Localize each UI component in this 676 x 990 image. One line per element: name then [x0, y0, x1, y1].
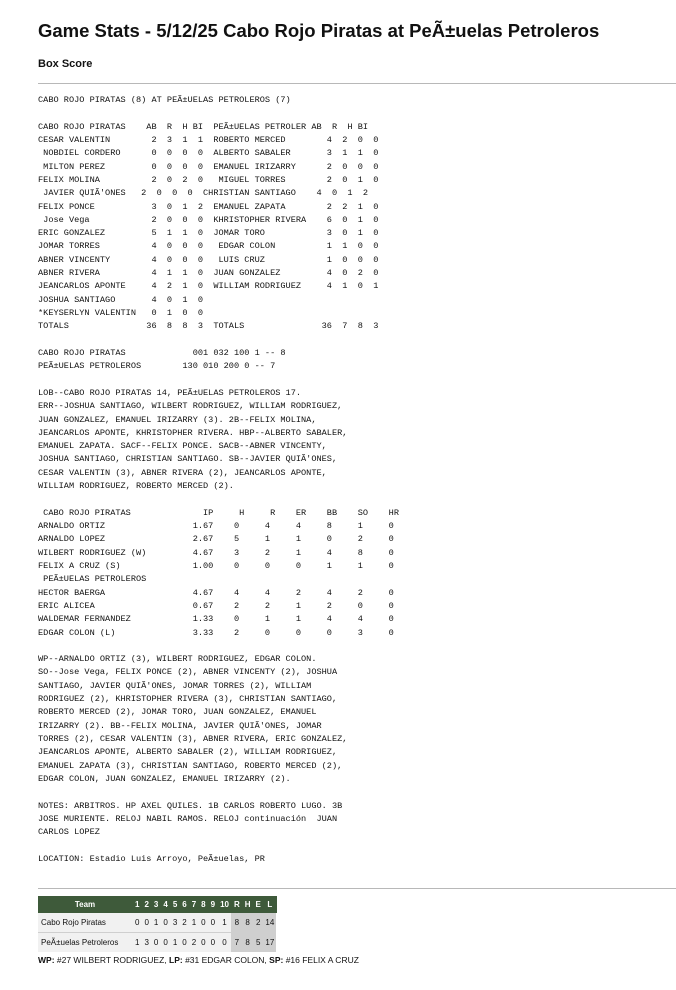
wp-label: WP:: [38, 955, 55, 965]
box-line: JUAN GONZALEZ, EMANUEL IRIZARRY (3). 2B--FELIX MOLINA,: [38, 414, 317, 425]
linescore-header-team: Team: [38, 896, 133, 913]
box-line: CABO ROJO PIRATAS AB R H BI PEÃ±UELAS PETROLER AB R H BI: [38, 121, 369, 132]
box-line: PEÃ±UELAS PETROLEROS 130 010 200 0 -- 7: [38, 361, 276, 372]
box-line: [38, 107, 399, 120]
linescore-header-cell: R: [231, 896, 242, 913]
linescore-inning-cell: 1: [151, 913, 160, 933]
linescore-body: [38, 913, 276, 952]
box-line: SO--Jose Vega, FELIX PONCE (2), ABNER VINCENTY (2), JOSHUA: [38, 667, 338, 678]
linescore-inning-cell: 1: [189, 913, 198, 933]
linescore-header-cell: 9: [208, 896, 217, 913]
linescore-total-cell: 8: [242, 933, 253, 953]
box-line: JEANCARLOS APONTE, KHRISTOPHER RIVERA. HBP--ALBERTO SABALER,: [38, 427, 348, 438]
box-line: WILLIAM RODRIGUEZ, ROBERTO MERCED (2).: [38, 481, 234, 492]
linescore-inning-cell: 1: [170, 933, 179, 953]
linescore-header-cell: 7: [189, 896, 198, 913]
box-line: SANTIAGO, JAVIER QUIÃ'ONES, JOMAR TORRES (2), WILLIAM: [38, 680, 312, 691]
box-line: CESAR VALENTIN 2 3 1 1 ROBERTO MERCED 4 2 0 0: [38, 134, 379, 145]
box-line: JOSE MURIENTE. RELOJ NABIL RAMOS. RELOJ continuación JUAN: [38, 813, 338, 824]
linescore-inning-cell: 2: [180, 913, 189, 933]
box-line: WALDEMAR FERNANDEZ 1.33 0 1 1 4 4 0: [38, 614, 394, 625]
pitcher-decisions: [38, 955, 359, 965]
linescore-header-cell: 5: [170, 896, 179, 913]
linescore-header-cell: 10: [218, 896, 232, 913]
linescore-total-cell: 17: [263, 933, 276, 953]
linescore-row: [38, 933, 276, 953]
box-line: WILBERT RODRIGUEZ (W) 4.67 3 2 1 4 8 0: [38, 547, 394, 558]
linescore-table: [38, 896, 277, 952]
lp-value: #31 EDGAR COLON,: [182, 955, 270, 965]
linescore-header-cell: 4: [161, 896, 170, 913]
linescore-header-row: [38, 896, 276, 913]
linescore-team-name: PeÃ±uelas Petroleros: [38, 933, 133, 953]
box-line: CABO ROJO PIRATAS (8) AT PEÃ±UELAS PETROLEROS (7): [38, 95, 291, 105]
box-line: FELIX PONCE 3 0 1 2 EMANUEL ZAPATA 2 2 1 0: [38, 201, 379, 212]
box-line: TORRES (2), CESAR VALENTIN (3), ABNER RIVERA, ERIC GONZALEZ,: [38, 734, 348, 744]
linescore-header-cell: E: [253, 896, 263, 913]
box-line: TOTALS 36 8 8 3 TOTALS 36 7 8 3: [38, 321, 379, 332]
box-line: RODRIGUEZ (2), KHRISTOPHER RIVERA (3), CHRISTIAN SANTIAGO,: [38, 694, 338, 705]
linescore-inning-cell: 0: [218, 933, 232, 953]
wp-value: #27 WILBERT RODRIGUEZ,: [54, 955, 169, 965]
linescore-inning-cell: 0: [161, 933, 170, 953]
linescore-header-cell: 8: [199, 896, 208, 913]
linescore-header-cell: 1: [133, 896, 142, 913]
box-line: LOCATION: Estadio Luis Arroyo, PeÃ±uelas, PR: [38, 853, 265, 864]
linescore-total-cell: 2: [253, 913, 263, 933]
linescore-inning-cell: 0: [208, 933, 217, 953]
box-line: ABNER VINCENTY 4 0 0 0 LUIS CRUZ 1 0 0 0: [38, 254, 379, 265]
linescore-total-cell: 5: [253, 933, 263, 953]
linescore-team-name: Cabo Rojo Piratas: [38, 913, 133, 933]
linescore-inning-cell: 3: [170, 913, 179, 933]
page-title: Game Stats - 5/12/25 Cabo Rojo Piratas at PeÃ±uelas Petroleros: [38, 20, 600, 41]
box-line: [38, 334, 399, 347]
section-subtitle: Box Score: [38, 58, 93, 70]
box-line: ERR--JOSHUA SANTIAGO, WILBERT RODRIGUEZ, WILLIAM RODRIGUEZ,: [38, 401, 343, 412]
linescore-total-cell: 8: [231, 913, 242, 933]
box-line: JAVIER QUIÃ'ONES 2 0 0 0 CHRISTIAN SANTIAGO 4 0 1 2: [38, 188, 369, 199]
linescore-inning-cell: 0: [208, 913, 217, 933]
box-line: ERIC GONZALEZ 5 1 1 0 JOMAR TORO 3 0 1 0: [38, 228, 379, 239]
box-score-text: [38, 94, 399, 866]
linescore-row: [38, 913, 276, 933]
box-line: ARNALDO LOPEZ 2.67 5 1 1 0 2 0: [38, 534, 394, 545]
box-line: FELIX A CRUZ (S) 1.00 0 0 0 1 1 0: [38, 560, 394, 571]
linescore-total-cell: 14: [263, 913, 276, 933]
box-line: [38, 493, 399, 506]
box-line: CARLOS LOPEZ: [38, 827, 100, 838]
box-line: CABO ROJO PIRATAS IP H R ER BB SO HR: [38, 507, 399, 518]
linescore-header-cell: L: [263, 896, 276, 913]
box-line: JEANCARLOS APONTE, ALBERTO SABALER (2), WILLIAM RODRIGUEZ,: [38, 747, 338, 758]
linescore-inning-cell: 0: [133, 913, 142, 933]
box-line: ARNALDO ORTIZ 1.67 0 4 4 8 1 0: [38, 521, 394, 531]
sp-label: SP:: [269, 955, 284, 965]
linescore-inning-cell: 2: [189, 933, 198, 953]
linescore-inning-cell: 0: [199, 913, 208, 933]
box-line: [38, 640, 399, 653]
box-line: MILTON PEREZ 0 0 0 0 EMANUEL IRIZARRY 2 0 0 0: [38, 161, 379, 172]
linescore-inning-cell: 0: [161, 913, 170, 933]
box-line: IRIZARRY (2). BB--FELIX MOLINA, JAVIER QUIÃ'ONES, JOMAR: [38, 720, 322, 731]
box-line: NOBDIEL CORDERO 0 0 0 0 ALBERTO SABALER 3 1 1 0: [38, 148, 379, 159]
box-line: *KEYSERLYN VALENTIN 0 1 0 0: [38, 308, 204, 318]
linescore-total-cell: 8: [242, 913, 253, 933]
box-line: Jose Vega 2 0 0 0 KHRISTOPHER RIVERA 6 0 1 0: [38, 214, 379, 225]
box-line: ROBERTO MERCED (2), JOMAR TORO, JUAN GONZALEZ, EMANUEL: [38, 707, 317, 718]
linescore-inning-cell: 3: [142, 933, 151, 953]
linescore-inning-cell: 0: [142, 913, 151, 933]
linescore-inning-cell: 1: [133, 933, 142, 953]
box-line: FELIX MOLINA 2 0 2 0 MIGUEL TORRES 2 0 1 0: [38, 174, 379, 185]
linescore-inning-cell: 0: [151, 933, 160, 953]
box-line: [38, 374, 399, 387]
linescore-inning-cell: 1: [218, 913, 232, 933]
linescore-header-cell: 3: [151, 896, 160, 913]
box-line: EMANUEL ZAPATA (3), CHRISTIAN SANTIAGO, ROBERTO MERCED (2),: [38, 760, 343, 771]
sp-value: #16 FELIX A CRUZ: [283, 955, 359, 965]
box-line: JOSHUA SANTIAGO, CHRISTIAN SANTIAGO. SB--JAVIER QUIÃ'ONES,: [38, 454, 338, 465]
box-line: JEANCARLOS APONTE 4 2 1 0 WILLIAM RODRIGUEZ 4 1 0 1: [38, 281, 379, 292]
top-divider: [38, 83, 676, 84]
linescore-header-cell: H: [242, 896, 253, 913]
box-line: ERIC ALICEA 0.67 2 2 1 2 0 0: [38, 600, 394, 611]
box-line: WP--ARNALDO ORTIZ (3), WILBERT RODRIGUEZ, EDGAR COLON.: [38, 654, 317, 665]
box-line: NOTES: ARBITROS. HP AXEL QUILES. 1B CARLOS ROBERTO LUGO. 3B: [38, 800, 343, 811]
bottom-divider: [38, 888, 676, 889]
box-line: LOB--CABO ROJO PIRATAS 14, PEÃ±UELAS PETROLEROS 17.: [38, 387, 302, 398]
lp-label: LP:: [169, 955, 183, 965]
linescore-total-cell: 7: [231, 933, 242, 953]
box-line: [38, 840, 399, 853]
box-line: HECTOR BAERGA 4.67 4 4 2 4 2 0: [38, 587, 394, 598]
box-line: PEÃ±UELAS PETROLEROS: [38, 574, 147, 585]
box-line: [38, 786, 399, 799]
box-line: EDGAR COLON (L) 3.33 2 0 0 0 3 0: [38, 627, 394, 638]
box-line: CESAR VALENTIN (3), ABNER RIVERA (2), JEANCARLOS APONTE,: [38, 467, 327, 478]
linescore-header-cell: 6: [180, 896, 189, 913]
linescore-inning-cell: 0: [180, 933, 189, 953]
box-line: CABO ROJO PIRATAS 001 032 100 1 -- 8: [38, 347, 286, 358]
linescore-header-cell: 2: [142, 896, 151, 913]
box-line: EDGAR COLON, JUAN GONZALEZ, EMANUEL IRIZARRY (2).: [38, 773, 291, 784]
linescore-inning-cell: 0: [199, 933, 208, 953]
box-line: JOMAR TORRES 4 0 0 0 EDGAR COLON 1 1 0 0: [38, 241, 379, 252]
box-line: EMANUEL ZAPATA. SACF--FELIX PONCE. SACB--ABNER VINCENTY,: [38, 441, 327, 452]
box-line: ABNER RIVERA 4 1 1 0 JUAN GONZALEZ 4 0 2 0: [38, 268, 379, 279]
box-line: JOSHUA SANTIAGO 4 0 1 0: [38, 294, 204, 305]
